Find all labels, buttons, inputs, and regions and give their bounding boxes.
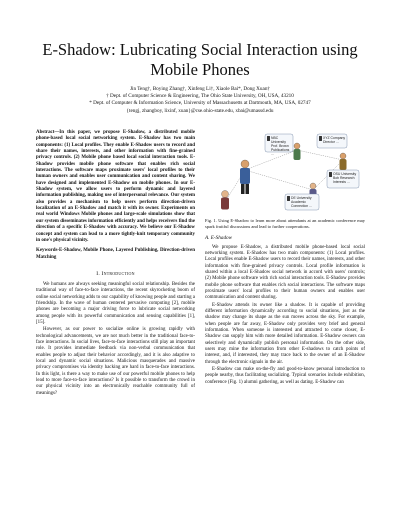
affiliation-2: * Dept. of Computer & Information Science, University of Massachusetts at Dartmouth, MA, USA, 02747 — [89, 100, 311, 107]
intro-paragraph-1: We humans are always seeking meaningful social relationship. Besides the traditional way of face-to-face interactions, the recent skyrocketing boom of online social networking adds to our capability of knowing people and starting a friendship. In the wave of human centered pervasive computing [2], mobile phones are becoming a major driving force to lubricate social networking among people with its powerful communication and sensing capabilities [1], [15]. — [36, 281, 195, 325]
affiliation-1: † Dept. of Computer Science & Engineering, The Ohio State University, OH, USA, 43210 — [106, 93, 294, 100]
paper-title — [10, 40, 390, 80]
figure-1 — [205, 130, 365, 214]
phone-icon — [287, 196, 290, 201]
person-icon-3 — [294, 143, 301, 160]
author-names: Jin Teng†, Boying Zhang†, Xinfeng Li†, Xiaole Bai*, Dong Xuan† — [129, 86, 271, 92]
section-heading-introduction: I. Introduction — [96, 270, 135, 277]
abstract: Abstract—In this paper, we propose E-Shadow, a distributed mobile phone-based local social networking system. E-Shadow has two main components: (1) Local profiles. They enable E-Shadow users to record and share their names, interests, and other information with fine-grained privacy controls. (2) Mobile phone based local social interaction tools. E-Shadow provides mobile phone software that enables rich social interactions. The software maps proximate users' local profiles to their human owners and enables user communication and content sharing. We have designed and implemented E-Shadow on mobile phones. In our E-Shadow system, we allow users to perform dynamic and layered information publishing, making use of interpersonal relevance. Our system also provides a mechanism to help users perform direction-driven localization of an E-Shadow and match it with its owner. Experiments on real world Windows Mobile phones and large-scale simulations show that our system disseminates information efficiently and helps receivers find the direction of a specific E-Shadow with accuracy. We believe our E-Shadow concept and system can lead to a more tightly-knit temporary community in one's physical vicinity. — [36, 130, 195, 243]
subsection-heading-eshadow: A. E-Shadow — [205, 234, 233, 241]
profile-card-3-text: OSU University Bob Research Interests ... — [333, 172, 357, 184]
title-line-1: E-Shadow: Lubricating Social Interaction using — [42, 40, 358, 59]
title-line-2: Mobile Phones — [150, 60, 250, 79]
keywords: Keywords-E-Shadow, Mobile Phone, Layered Publishing, Direction-driven Matching — [36, 248, 195, 260]
eshadow-paragraph-2: E-Shadow attends its owner like a shadow. It is capable of providing different information dynamically according to social situations, just as the shadow may change its shape as the sun moves across the sky. For example, when people are far away, E-Shadow only provides very brief and general information. When someone is interested and attracted to come closer, E-Shadow can supply him with more detailed information. E-Shadow owners can selectively and dynamically publish personal information. On the other side, users may mine the information from other E-shadows to catch points of interest, and, if interested, they may trace back to the owner of an E-Shadow through the electronic signals in the air. — [205, 302, 365, 365]
figure-1-caption: Fig. 1. Using E-Shadow to learn more about attendants at an academic conference may spark fruitful discussions and lead to further cooperations. — [205, 218, 365, 229]
profile-card-1-text: NBC University Prof. Brown Publications ... — [271, 136, 290, 156]
author-emails: {tengj, zhangboy, lixinf, xuan}@cse.ohio-state.edu, xbai@umassd.edu — [126, 107, 274, 114]
right-column — [205, 130, 365, 387]
author-block — [30, 86, 370, 115]
left-column — [36, 130, 195, 398]
person-icon-1 — [240, 160, 250, 194]
eshadow-paragraph-1: We propose E-Shadow, a distributed mobile phone-based local social networking system. E-Shadow has two main components: (1) Local profiles. Local profiles enable E-Shadow users to record their names, interests, and other information with fine-grained privacy controls. Local profile information is shared within a local E-Shadow social network in accord with users' controls; (2) Mobile phone software with rich social interaction tools. E-Shadow provides mobile phone software that enables rich social interactions. The software maps proximate users' local profiles to their human owners and enables user communication and content sharing. — [205, 244, 365, 301]
phone-icon — [329, 172, 332, 177]
person-icon-2 — [221, 191, 229, 210]
intro-paragraph-2: However, as our power to socialize online is growing rapidly with technological advancements, we are not much better in the traditional face-to-face interactions. In social lives, face-to-face interactions still play an important role. It provides immediate feedback via non-verbal communication that enables people to adjust their behavior accordingly, and it is also adaptive to local and dynamic social situations. Malicious masquerades and massive privacy compromises via identity hacking are hard in face-to-face interactions. In this light, is there a way to make use of our powerful mobile phones to help lead to more face-to-face interactions? Is it possible to transform the crowd in our physical vicinity into an electronically reachable community full of meanings? — [36, 327, 195, 396]
eshadow-paragraph-3: E-Shadow can make on-the-fly and good-to-know personal introduction to people nearby, thus facilitating socializing. Typical scenarios include exhibition, conference (Fig. 1) alumni gathering, as well as dating. E-Shadow can — [205, 367, 365, 385]
phone-icon — [319, 136, 322, 141]
profile-card-2-text: XYZ Company Director ... — [323, 136, 346, 144]
person-icon-5 — [340, 153, 347, 170]
phone-icon — [267, 136, 270, 141]
profile-card-4-text: DE University Academic Connection ... — [291, 196, 312, 208]
